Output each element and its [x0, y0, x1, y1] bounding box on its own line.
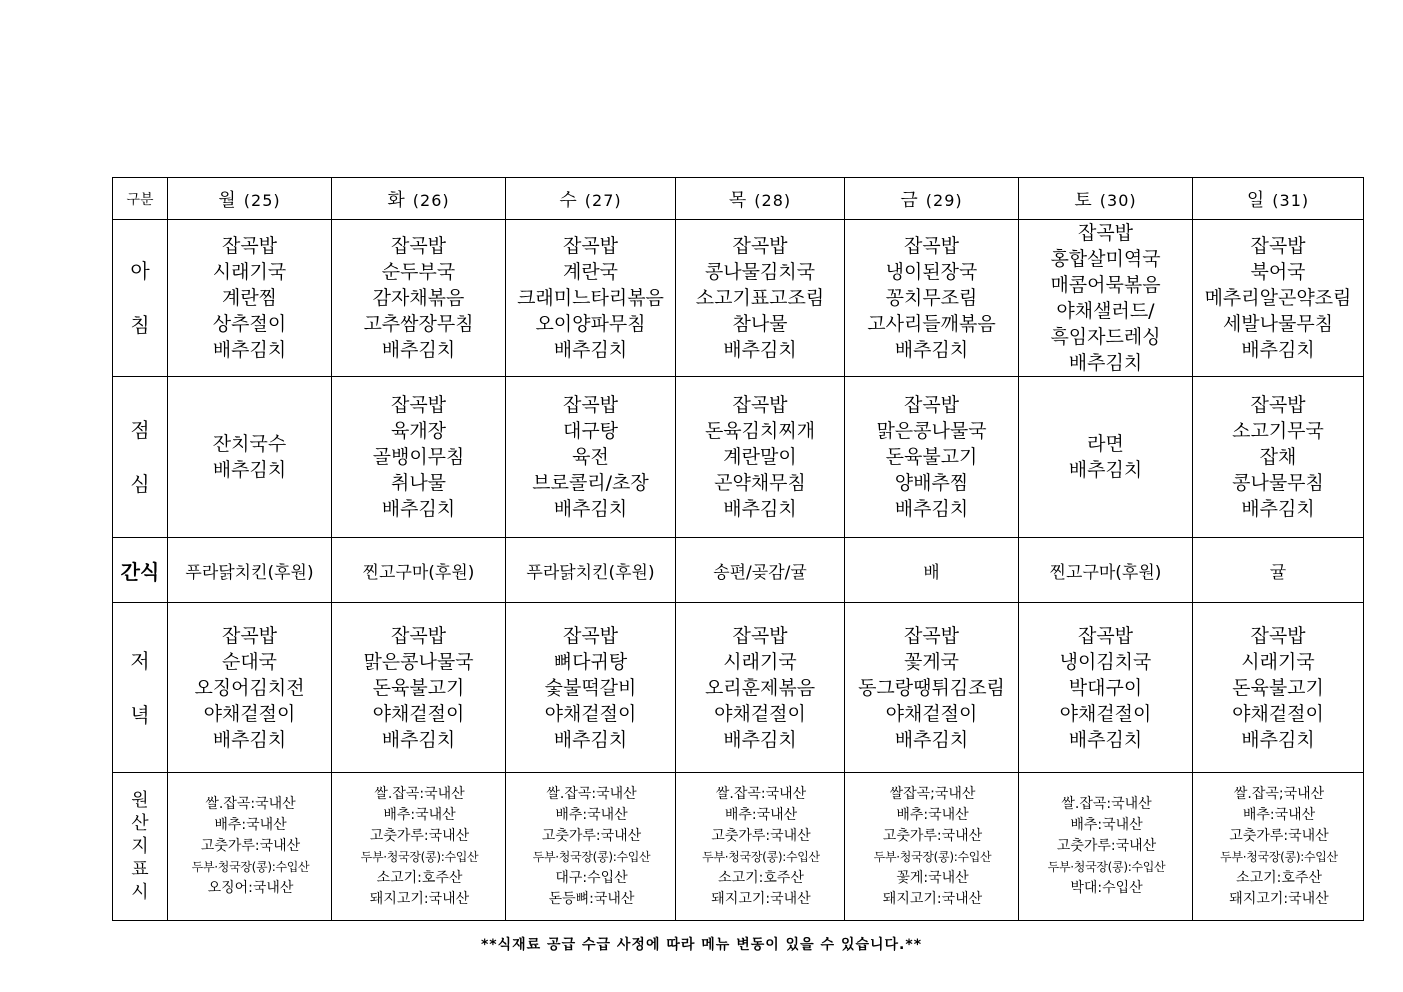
menu-item: 참나물 [732, 313, 788, 335]
origin-entry: 쌀.잡곡:국내산 [205, 796, 296, 812]
menu-item: 배추김치 [1068, 459, 1143, 481]
menu-item: 잡곡밥 [732, 235, 788, 257]
origin-entry: 배추:국내산 [1242, 806, 1316, 823]
menu-item: 배추김치 [212, 728, 287, 751]
origin-entry: 고춧가루:국내산 [1056, 838, 1157, 854]
day-date: (29) [925, 190, 963, 210]
menu-item: 육전 [572, 446, 609, 468]
origin-entry: 쌀잡곡;국내산 [889, 785, 976, 802]
menu-item: 시래기국 [1241, 650, 1315, 673]
menu-item: 뼈다귀탕 [553, 650, 628, 673]
menu-item: 배추김치 [1068, 352, 1143, 374]
day-header-sat [1019, 178, 1193, 220]
origin-entry: 돼지고기:국내산 [711, 890, 811, 907]
origin-entry: 배추:국내산 [724, 806, 798, 823]
menu-item: 라면 [1087, 433, 1124, 455]
menu-item: 맑은콩나물국 [363, 650, 474, 673]
menu-item: 잡채 [1259, 446, 1297, 468]
menu-item: 콩나물김치국 [704, 261, 816, 283]
menu-item: 고사리들깨볶음 [867, 313, 996, 335]
menu-item: 야채겉절이 [714, 702, 806, 725]
breakfast-label [113, 220, 168, 377]
menu-item: 맑은콩나물국 [876, 420, 987, 442]
menu-item: 배추김치 [1241, 728, 1315, 751]
day-header-tue [332, 178, 506, 220]
menu-item: 잔치국수 [212, 433, 287, 455]
menu-item: 잡곡밥 [903, 235, 960, 257]
row-label-char: 지 [131, 836, 149, 857]
origin-entry: 고춧가루:국내산 [541, 827, 642, 844]
day-name: 토 [1074, 189, 1092, 211]
snack-cell: 귤 [1193, 538, 1364, 603]
menu-item: 배추김치 [381, 498, 456, 520]
row-label-char: 녁 [130, 702, 150, 727]
lunch-cell [332, 377, 506, 538]
origin-cell [332, 773, 506, 921]
breakfast-row [113, 220, 1364, 377]
menu-item: 잡곡밥 [903, 394, 960, 416]
menu-item: 야채겉절이 [885, 702, 978, 725]
origin-entry: 박대:수입산 [1070, 880, 1143, 896]
day-date: (30) [1099, 190, 1137, 210]
origin-cell [676, 773, 845, 921]
menu-item: 잡곡밥 [1077, 624, 1134, 647]
menu-item: 야채겉절이 [203, 702, 296, 725]
snack-row [113, 538, 1364, 603]
menu-item: 돈육불고기 [885, 446, 978, 468]
dinner-cell [332, 603, 506, 773]
origin-entry: 고춧가루:국내산 [882, 827, 983, 844]
menu-item: 잡곡밥 [1250, 235, 1306, 257]
row-label-char: 저 [130, 648, 150, 673]
breakfast-cell [332, 220, 506, 377]
menu-item: 동그랑땡튀김조림 [858, 676, 1005, 699]
menu-item: 감자채볶음 [372, 287, 465, 309]
snack-label: 간식 [113, 538, 168, 603]
day-name: 목 [728, 189, 747, 211]
menu-item: 냉이된장국 [885, 261, 978, 283]
menu-item: 홍합살미역국 [1050, 248, 1161, 270]
menu-item: 잡곡밥 [390, 394, 447, 416]
lunch-cell [845, 377, 1019, 538]
menu-item: 박대구이 [1068, 676, 1143, 699]
menu-item: 꽁치무조림 [885, 287, 978, 309]
menu-item: 크래미느타리볶음 [517, 287, 664, 309]
row-label-char: 침 [130, 313, 150, 337]
dinner-row [113, 603, 1364, 773]
menu-item: 야채겉절이 [544, 702, 637, 725]
menu-item: 배추김치 [553, 498, 628, 520]
breakfast-cell [506, 220, 676, 377]
dinner-cell [1193, 603, 1364, 773]
origin-cell [506, 773, 676, 921]
day-header-thu [676, 178, 845, 220]
menu-item: 배추김치 [1068, 728, 1143, 751]
row-label-char: 점 [130, 418, 150, 442]
day-header-fri [845, 178, 1019, 220]
origin-cell [168, 773, 332, 921]
origin-cell [845, 773, 1019, 921]
menu-item: 배추김치 [894, 498, 969, 520]
menu-item: 야채겉절이 [372, 702, 465, 725]
origin-cell [1193, 773, 1364, 921]
menu-item: 세발나물무침 [1222, 313, 1334, 335]
menu-item: 계란찜 [221, 287, 278, 309]
origin-entry: 두부·청국장(콩):수입산 [1047, 860, 1166, 874]
menu-item: 순두부국 [381, 261, 456, 283]
origin-entry: 배추:국내산 [383, 806, 456, 823]
lunch-cell [1193, 377, 1364, 538]
day-date: (28) [754, 190, 792, 210]
origin-entry: 소고기:호주산 [376, 869, 463, 886]
menu-item: 상추절이 [212, 313, 287, 335]
origin-entry: 고춧가루:국내산 [711, 827, 811, 844]
menu-item: 배추김치 [723, 339, 797, 361]
origin-entry: 돼지고기:국내산 [369, 890, 470, 907]
origin-entry: 돼지고기:국내산 [1229, 890, 1329, 907]
origin-entry: 두부·청국장(콩):수입산 [360, 849, 479, 864]
origin-entry: 쌀.잡곡;국내산 [1233, 785, 1325, 802]
dinner-cell [506, 603, 676, 773]
snack-cell: 송편/곶감/귤 [676, 538, 845, 603]
menu-item: 야채샐러드/ [1056, 300, 1155, 322]
menu-item: 배추김치 [723, 728, 797, 751]
menu-item: 양배추찜 [894, 472, 969, 494]
menu-item: 배추김치 [212, 339, 287, 361]
origin-entry: 두부·청국장(콩):수입산 [532, 849, 651, 864]
origin-entry: 배추:국내산 [896, 806, 969, 823]
menu-item: 소고기표고조림 [695, 287, 825, 309]
menu-item: 배추김치 [1241, 498, 1315, 520]
menu-item: 돈육불고기 [1232, 676, 1324, 699]
menu-item: 배추김치 [381, 339, 456, 361]
menu-item: 브로콜리/초장 [532, 472, 649, 494]
menu-item: 시래기국 [212, 261, 287, 283]
day-header-wed [506, 178, 676, 220]
snack-cell: 배 [845, 538, 1019, 603]
menu-item: 매콤어묵볶음 [1050, 274, 1161, 296]
snack-cell: 푸라닭치킨(후원) [168, 538, 332, 603]
origin-entry: 쌀.잡곡:국내산 [374, 785, 465, 802]
origin-entry: 쌀.잡곡:국내산 [1061, 796, 1152, 812]
day-header-sun [1193, 178, 1364, 220]
dinner-cell [676, 603, 845, 773]
day-name: 금 [900, 189, 918, 211]
breakfast-cell [1019, 220, 1193, 377]
origin-entry: 배추:국내산 [555, 806, 628, 823]
menu-item: 북어국 [1250, 261, 1306, 283]
menu-item: 잡곡밥 [390, 235, 447, 257]
corner-label: 구분 [113, 178, 168, 220]
menu-item: 계란국 [562, 261, 619, 283]
origin-entry: 두부·청국장(콩):수입산 [1220, 849, 1338, 864]
lunch-row [113, 377, 1364, 538]
menu-item: 육개장 [390, 420, 447, 442]
menu-item: 숯불떡갈비 [544, 676, 637, 699]
day-date: (26) [412, 190, 450, 210]
row-label-char: 아 [130, 259, 150, 283]
origin-entry: 돈등뼈:국내산 [548, 890, 635, 907]
snack-cell: 푸라닭치킨(후원) [506, 538, 676, 603]
menu-item: 배추김치 [894, 728, 969, 751]
menu-item: 콩나물무침 [1232, 472, 1324, 494]
origin-entry: 꽃게:국내산 [896, 869, 969, 886]
menu-item: 계란말이 [723, 446, 797, 468]
row-label-char: 심 [130, 472, 150, 496]
row-label-char: 원 [131, 790, 149, 811]
origin-entry: 고춧가루:국내산 [200, 838, 301, 854]
breakfast-cell [168, 220, 332, 377]
menu-item: 야채겉절이 [1232, 702, 1324, 725]
breakfast-cell [845, 220, 1019, 377]
dinner-cell [1019, 603, 1193, 773]
menu-item: 시래기국 [723, 650, 797, 673]
menu-item: 배추김치 [212, 459, 287, 481]
menu-item: 돈육불고기 [372, 676, 465, 699]
menu-item: 잡곡밥 [562, 394, 619, 416]
menu-item: 잡곡밥 [390, 624, 447, 647]
menu-item: 곤약채무침 [714, 472, 806, 494]
lunch-label [113, 377, 168, 538]
menu-item: 배추김치 [894, 339, 969, 361]
lunch-cell [676, 377, 845, 538]
menu-item: 배추김치 [381, 728, 456, 751]
menu-item: 꽃게국 [903, 650, 960, 673]
row-label-char: 산 [131, 813, 149, 834]
menu-item: 배추김치 [553, 728, 628, 751]
origin-entry: 쌀.잡곡:국내산 [546, 785, 637, 802]
header-row [113, 178, 1364, 220]
breakfast-cell [676, 220, 845, 377]
day-date: (31) [1272, 190, 1310, 210]
dinner-label [113, 603, 168, 773]
menu-item: 배추김치 [723, 498, 797, 520]
menu-item: 취나물 [390, 472, 447, 494]
menu-item: 흑임자드레싱 [1050, 326, 1161, 348]
day-name: 월 [218, 189, 236, 211]
row-label-char: 시 [131, 882, 149, 903]
weekly-menu-table [112, 177, 1364, 921]
menu-item: 메추리알곤약조림 [1204, 287, 1352, 309]
day-date: (27) [584, 190, 622, 210]
menu-item: 오징어김치전 [194, 676, 305, 699]
menu-item: 잡곡밥 [732, 394, 788, 416]
origin-entry: 대구:수입산 [555, 869, 628, 886]
origin-entry: 돼지고기:국내산 [882, 890, 983, 907]
menu-item: 잡곡밥 [562, 235, 619, 257]
day-name: 수 [559, 189, 577, 211]
menu-item: 잡곡밥 [903, 624, 960, 647]
origin-entry: 배추:국내산 [214, 817, 287, 833]
menu-item: 배추김치 [553, 339, 628, 361]
menu-item: 배추김치 [1241, 339, 1315, 361]
origin-entry: 쌀.잡곡:국내산 [715, 785, 807, 802]
day-date: (25) [243, 190, 281, 210]
menu-item: 잡곡밥 [221, 624, 278, 647]
origin-entry: 고춧가루:국내산 [369, 827, 470, 844]
origin-entry: 두부·청국장(콩):수입산 [702, 849, 820, 864]
lunch-cell [1019, 377, 1193, 538]
origin-entry: 소고기:호주산 [1236, 869, 1322, 886]
menu-item: 대구탕 [562, 420, 619, 442]
lunch-cell [168, 377, 332, 538]
origin-entry: 오징어:국내산 [207, 880, 294, 896]
menu-item: 소고기무국 [1232, 420, 1324, 442]
origin-entry: 소고기:호주산 [718, 869, 804, 886]
menu-item: 냉이김치국 [1059, 650, 1152, 673]
origin-entry: 배추:국내산 [1070, 817, 1143, 833]
origin-entry: 고춧가루:국내산 [1229, 827, 1329, 844]
day-header-mon [168, 178, 332, 220]
menu-item: 골뱅이무침 [372, 446, 465, 468]
dinner-cell [168, 603, 332, 773]
menu-item: 잡곡밥 [221, 235, 278, 257]
dinner-cell [845, 603, 1019, 773]
menu-item: 잡곡밥 [1250, 624, 1306, 647]
row-label-char: 표 [131, 859, 149, 880]
lunch-cell [506, 377, 676, 538]
menu-item: 오이양파무침 [535, 313, 646, 335]
menu-item: 잡곡밥 [732, 624, 788, 647]
menu-item: 오리훈제볶음 [704, 676, 816, 699]
menu-item: 잡곡밥 [1250, 394, 1306, 416]
origin-entry: 두부·청국장(콩):수입산 [191, 860, 310, 874]
menu-item: 고추쌈장무침 [363, 313, 474, 335]
menu-item: 잡곡밥 [1077, 222, 1134, 244]
menu-item: 잡곡밥 [562, 624, 619, 647]
origin-entry: 두부·청국장(콩):수입산 [873, 849, 992, 864]
menu-item: 야채겉절이 [1059, 702, 1152, 725]
origin-label [113, 773, 168, 921]
day-name: 화 [387, 189, 405, 211]
origin-row [113, 773, 1364, 921]
origin-cell [1019, 773, 1193, 921]
breakfast-cell [1193, 220, 1364, 377]
day-name: 일 [1246, 189, 1265, 211]
snack-cell: 찐고구마(후원) [332, 538, 506, 603]
menu-item: 돈육김치찌개 [704, 420, 816, 442]
footer-note: **식재료 공급 수급 사정에 따라 메뉴 변동이 있을 수 있습니다.** [480, 937, 923, 953]
menu-item: 순대국 [221, 650, 278, 673]
snack-cell: 찐고구마(후원) [1019, 538, 1193, 603]
